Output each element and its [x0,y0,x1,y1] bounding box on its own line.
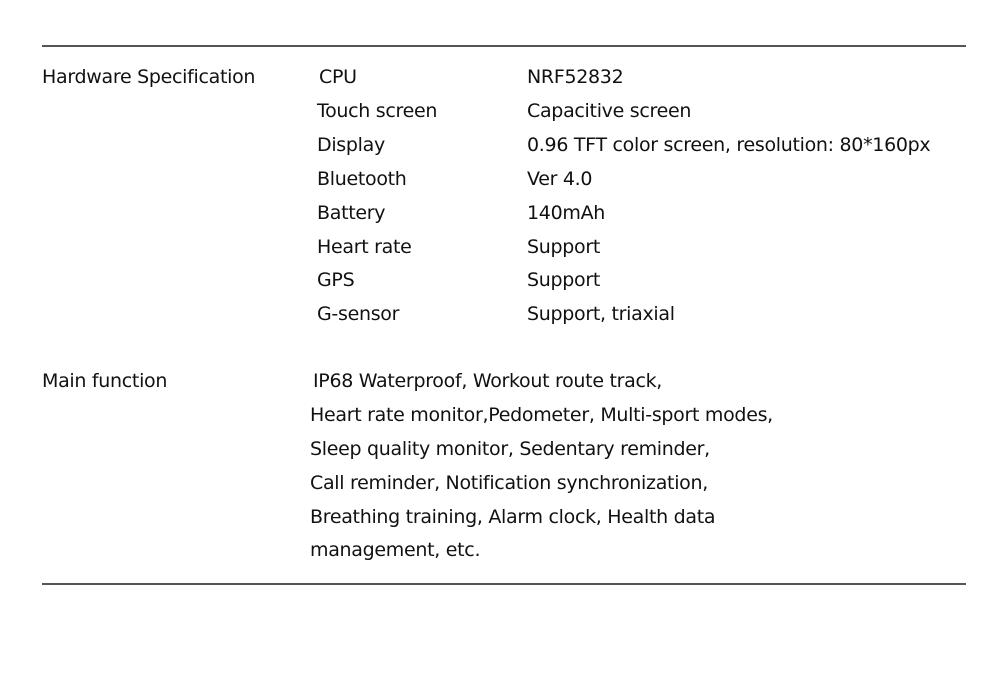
top-rule [42,45,966,47]
spec-value-gps: Support [527,269,601,291]
spec-name-touch-screen: Touch screen [317,100,438,122]
spec-name-gps: GPS [317,269,355,291]
spec-value-cpu: NRF52832 [527,66,624,88]
main-function-label: Main function [42,370,168,392]
spec-value-heart-rate: Support [527,236,601,258]
hardware-section-label: Hardware Specification [42,66,256,88]
function-line: Heart rate monitor,Pedometer, Multi-sport modes, [310,404,773,426]
function-line: Breathing training, Alarm clock, Health data [310,506,716,528]
function-line: Call reminder, Notification synchronization, [310,472,708,494]
function-line: management, etc. [310,539,481,561]
spec-name-battery: Battery [317,202,386,224]
spec-value-g-sensor: Support, triaxial [527,303,675,325]
spec-name-g-sensor: G-sensor [317,303,400,325]
spec-value-display: 0.96 TFT color screen, resolution: 80*160px [527,134,931,156]
function-line: Sleep quality monitor, Sedentary reminder, [310,438,710,460]
spec-name-heart-rate: Heart rate [317,236,412,258]
spec-value-bluetooth: Ver 4.0 [527,168,593,190]
spec-value-touch-screen: Capacitive screen [527,100,692,122]
spec-value-battery: 140mAh [527,202,606,224]
bottom-rule [42,583,966,585]
spec-name-display: Display [317,134,385,156]
spec-name-bluetooth: Bluetooth [317,168,407,190]
function-line: IP68 Waterproof, Workout route track, [313,370,663,392]
spec-name-cpu: CPU [319,66,357,88]
